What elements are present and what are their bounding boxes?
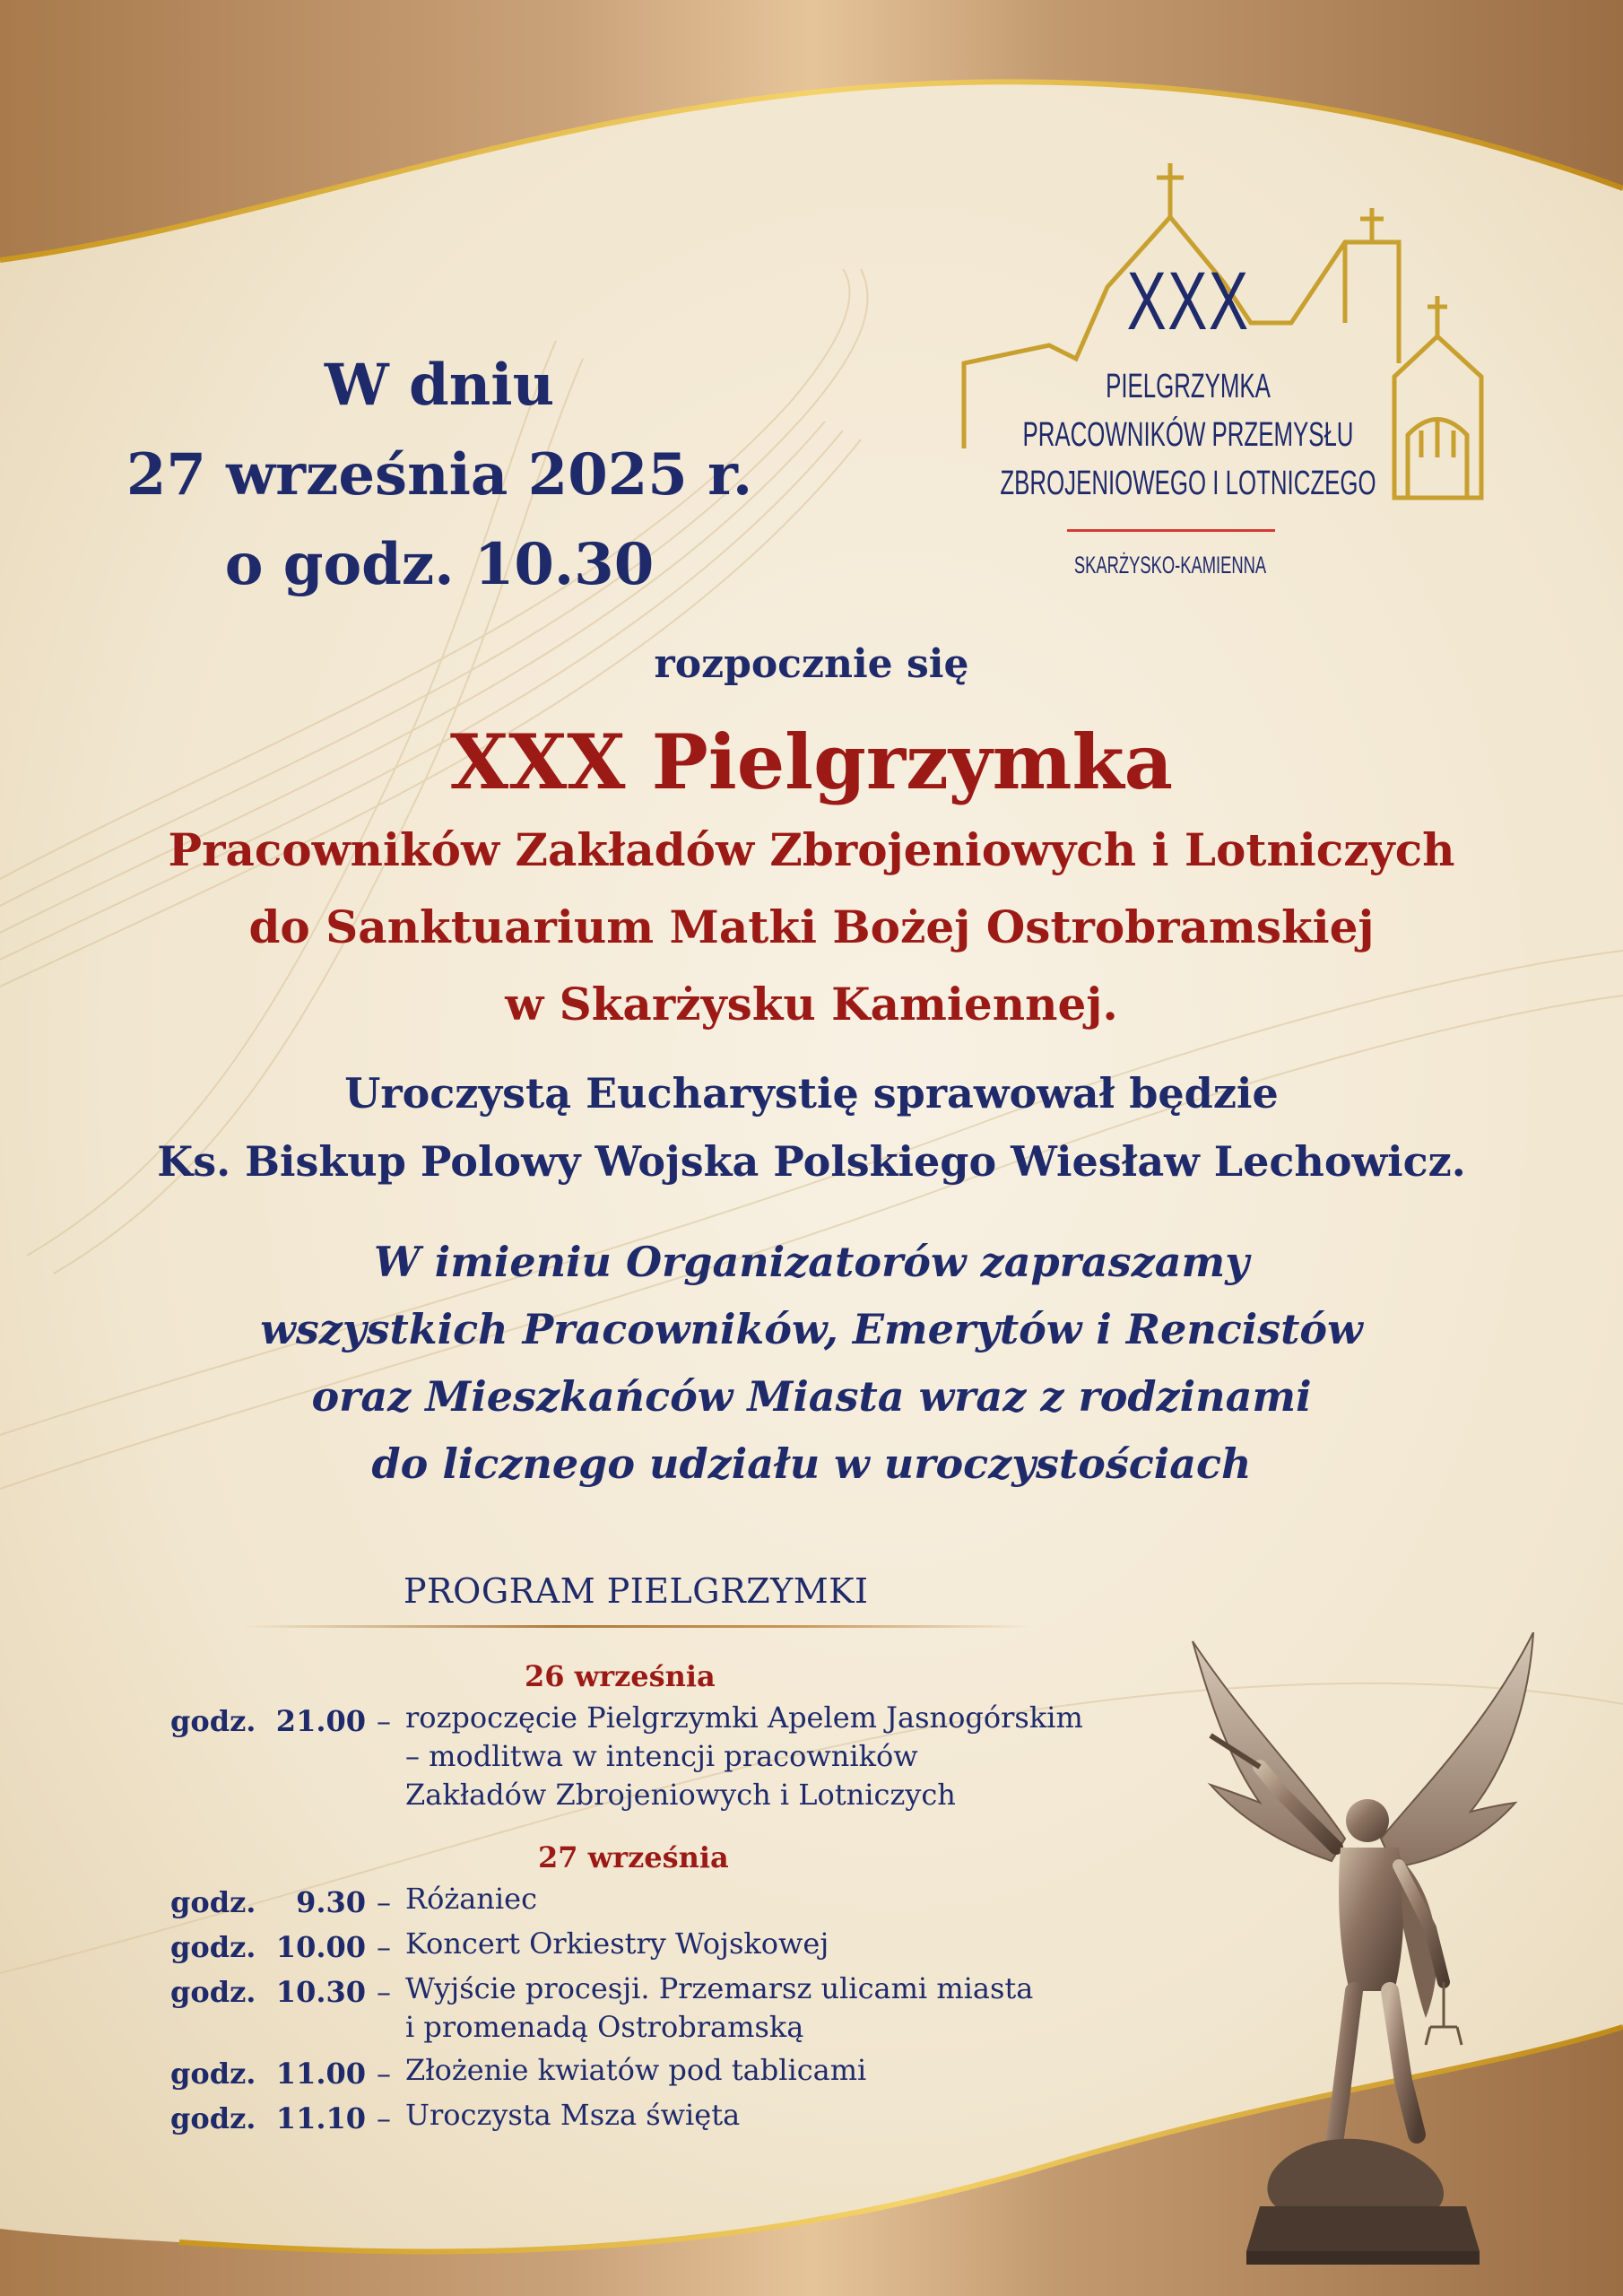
program-time-value: 10.30 [275,1975,366,2009]
program-dash: – [377,2057,391,2091]
logo-text-line-2: PRACOWNIKÓW PRZEMYSŁU [1022,416,1354,454]
logo-city: SKARŻYSKO-KAMIENNA [1073,552,1267,578]
program-description-line: Zakładów Zbrojeniowych i Lotniczych [405,1778,956,1812]
logo-numeral: XXX [1126,256,1250,347]
subtitle-line-3: w Skarżysku Kamiennej. [505,978,1118,1031]
program-description [405,1699,1083,1814]
date-line-2: 27 września 2025 r. [126,441,753,509]
program-time-value: 11.00 [275,2057,366,2091]
invitation-line-3: oraz Mieszkańców Miasta wraz z rodzinami [311,1372,1312,1421]
logo-text-line-3: ZBROJENIOWEGO I LOTNICZEGO [1000,465,1376,502]
program-time [170,2057,366,2091]
program-description-line: Różaniec [405,1882,537,1916]
subtitle-line-1: Pracowników Zakładów Zbrojeniowych i Lotniczych [168,823,1455,876]
program-divider [242,1625,1031,1628]
date-line-1: W dniu [324,352,555,419]
program-day-label: 26 września [525,1659,716,1693]
program-time-value: 9.30 [296,1885,366,1919]
program-description-line: Złożenie kwiatów pod tablicami [405,2053,867,2087]
date-line-3: o godz. 10.30 [224,531,655,598]
page-title: XXX Pielgrzymka [449,718,1174,806]
program-dash: – [377,1885,391,1919]
program-time [170,1885,366,1919]
program-time-prefix: godz. [170,1930,256,1964]
program-heading: PROGRAM PIELGRZYMKI [404,1571,869,1611]
program-time-value: 21.00 [275,1704,366,1738]
program-dash: – [377,1975,391,2009]
intro-text: rozpocznie się [654,641,969,687]
program-time-value: 11.10 [275,2101,366,2135]
program-description-line: Uroczysta Msza święta [405,2098,741,2132]
program-description-line: Koncert Orkiestry Wojskowej [405,1926,829,1961]
program-description-line: – modlitwa w intencji pracowników [405,1739,918,1773]
logo-text-line-1: PIELGRZYMKA [1106,368,1271,405]
program-description [405,2096,740,2135]
program-time-prefix: godz. [170,1975,256,2009]
program-description-line: i promenadą Ostrobramską [405,2010,804,2044]
subtitle-line-2: do Sanktuarium Matki Bożej Ostrobramskiej [248,900,1375,953]
program-dash: – [377,1704,391,1738]
program-dash: – [377,2101,391,2135]
program-time [170,1930,366,1964]
program-time-prefix: godz. [170,1885,256,1919]
program-day-label: 27 września [538,1840,729,1874]
logo-divider [1067,529,1275,532]
program-description [405,1925,829,1963]
program-time-prefix: godz. [170,1704,256,1738]
invitation-line-1: W imieniu Organizatorów zapraszamy [374,1238,1249,1286]
program-description [405,2051,866,2090]
program-description-line: Wyjście procesji. Przemarsz ulicami miasta [405,1971,1034,2005]
celebrant-line-2: Ks. Biskup Polowy Wojska Polskiego Wiesław Lechowicz. [157,1137,1466,1186]
event-date-block [90,341,789,610]
program-time-value: 10.00 [275,1930,366,1964]
program-description [405,1970,1033,2047]
program-time [170,2101,366,2135]
program-dash: – [377,1930,391,1964]
program-time-prefix: godz. [170,2057,256,2091]
program-time [170,1975,366,2009]
program-time [170,1704,366,1738]
celebrant-line-1: Uroczystą Eucharystię sprawował będzie [344,1069,1279,1118]
archangel-michael-statue-icon [1175,1632,1551,2278]
invitation-line-2: wszystkich Pracowników, Emerytów i Rencistów [260,1305,1363,1353]
program-time-prefix: godz. [170,2101,256,2135]
program-description-line: rozpoczęcie Pielgrzymki Apelem Jasnogórskim [405,1700,1083,1735]
program-description [405,1880,537,1918]
invitation-line-4: do licznego udziału w uroczystościach [371,1439,1252,1488]
